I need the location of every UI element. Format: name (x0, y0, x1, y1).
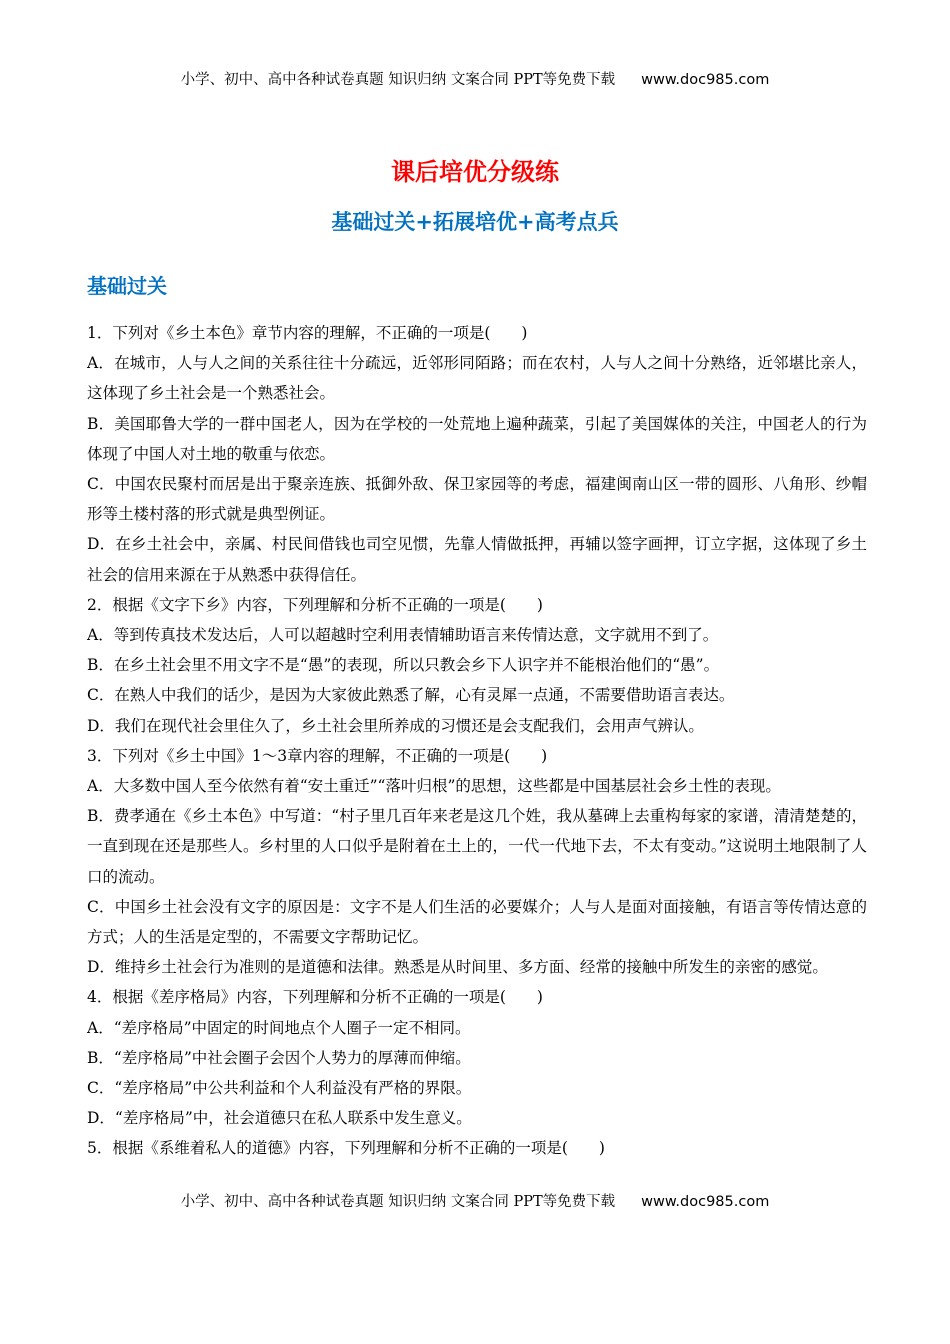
question-4-option-d: D．“差序格局”中，社会道德只在私人联系中发生意义。 (87, 1109, 472, 1128)
question-2-option-b: B．在乡土社会里不用文字不是“愚”的表现，所以只教会乡下人识字并不能根治他们的“愚”。 (87, 656, 720, 675)
question-1-option-c: C．中国农民聚村而居是出于聚亲连族、抵御外敌、保卫家园等的考虑，福建闽南山区一带的圆形、八角形、纱帽形等土楼村落的形式就是典型例证。 (87, 475, 867, 524)
question-2-stem: 2．根据《文字下乡》内容，下列理解和分析不正确的一项是( ) (87, 595, 543, 614)
question-4-option-c: C．“差序格局”中公共利益和个人利益没有严格的界限。 (87, 1079, 472, 1098)
question-1-option-d: D．在乡土社会中，亲属、村民间借钱也司空见惯，先靠人情做抵押，再辅以签字画押，订立字据，这体现了乡土社会的信用来源在于从熟悉中获得信任。 (87, 535, 867, 584)
page-header (0, 68, 950, 89)
page-footer (0, 1190, 950, 1211)
question-2-option-c: C．在熟人中我们的话少，是因为大家彼此熟悉了解，心有灵犀一点通，不需要借助语言表达。 (87, 686, 735, 705)
question-4-option-a: A．“差序格局”中固定的时间地点个人圈子一定不相同。 (87, 1018, 471, 1037)
question-4-option-b: B．“差序格局”中社会圈子会因个人势力的厚薄而伸缩。 (87, 1048, 471, 1067)
question-5-stem: 5．根据《系维着私人的道德》内容，下列理解和分析不正确的一项是( ) (87, 1139, 605, 1158)
question-4-stem: 4．根据《差序格局》内容，下列理解和分析不正确的一项是( ) (87, 988, 543, 1007)
question-1-option-a: A．在城市，人与人之间的关系往往十分疏远，近邻形同陌路；而在农村，人与人之间十分熟络，近邻堪比亲人，这体现了乡土社会是一个熟悉社会。 (87, 354, 867, 403)
question-2-option-a: A．等到传真技术发达后，人可以超越时空利用表情辅助语言来传情达意，文字就用不到了。 (87, 626, 719, 645)
question-3-option-d: D．维持乡土社会行为准则的是道德和法律。熟悉是从时间里、多方面、经常的接触中所发生的亲密的感觉。 (87, 958, 828, 977)
question-3-option-b: B．费孝通在《乡土本色》中写道：“村子里几百年来老是这几个姓，我从墓碑上去重构每家的家谱，清清楚楚的，一直到现在还是那些人。乡村里的人口似乎是附着在土上的，一代一代地下去，不太有变动。”这说明土地限制了人口的流动。 (87, 807, 867, 886)
question-list (87, 318, 867, 1164)
question-1-option-b: B．美国耶鲁大学的一群中国老人，因为在学校的一处荒地上遍种蔬菜，引起了美国媒体的关注，中国老人的行为体现了中国人对土地的敬重与依恋。 (87, 414, 867, 463)
footer-text: 小学、初中、高中各种试卷真题 知识归纳 文案合同 PPT等免费下载 (180, 1194, 616, 1210)
document-title: 课后培优分级练 (391, 157, 559, 186)
question-3-option-a: A．大多数中国人至今依然有着“安土重迁”“落叶归根”的思想，这些都是中国基层社会乡土性的表现。 (87, 777, 781, 796)
question-2-option-d: D．我们在现代社会里住久了，乡土社会里所养成的习惯还是会支配我们，会用声气辨认。 (87, 716, 704, 735)
question-3-stem: 3．下列对《乡土中国》1～3章内容的理解，不正确的一项是( ) (87, 746, 548, 765)
question-3-option-c: C．中国乡土社会没有文字的原因是：文字不是人们生活的必要媒介；人与人是面对面接触，有语言等传情达意的方式；人的生活是定型的，不需要文字帮助记忆。 (87, 897, 867, 947)
header-text: 小学、初中、高中各种试卷真题 知识归纳 文案合同 PPT等免费下载 (180, 72, 616, 88)
document-subtitle: 基础过关+拓展培优+高考点兵 (331, 209, 619, 234)
footer-site-link[interactable]: www.doc985.com (641, 1194, 770, 1210)
header-site-link[interactable]: www.doc985.com (641, 72, 770, 88)
section-heading: 基础过关 (87, 274, 167, 298)
question-1-stem: 1．下列对《乡土本色》章节内容的理解，不正确的一项是( ) (87, 324, 528, 342)
